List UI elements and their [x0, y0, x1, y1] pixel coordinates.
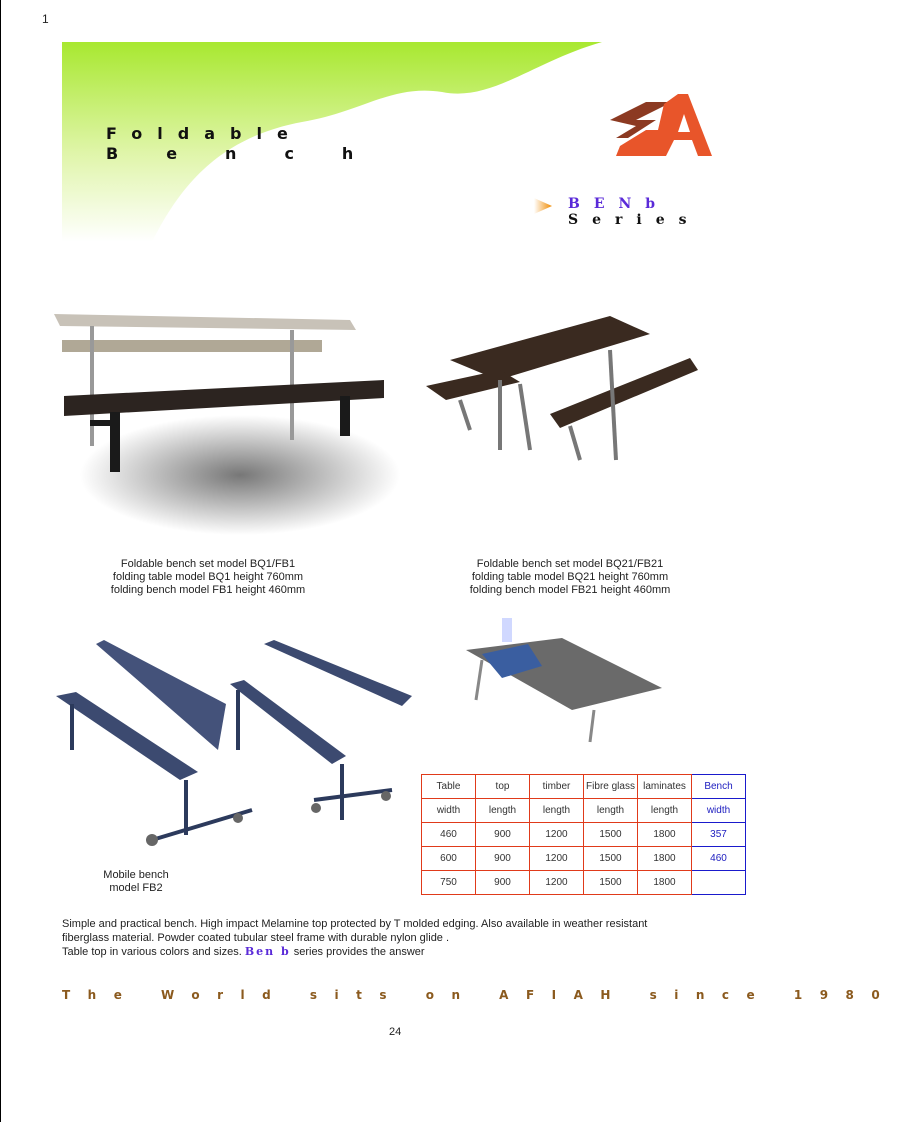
arrow-icon: [534, 198, 552, 214]
spec-subheader-row: [422, 799, 746, 823]
table-cell: 900: [476, 871, 530, 895]
description-line-1: Simple and practical bench. High impact Melamine top protected by T molded edging. Also available in weather resistant: [62, 918, 648, 930]
subheader-cell: length: [638, 799, 692, 823]
bench-with-towel-photo: [462, 614, 672, 754]
table-row: [422, 823, 746, 847]
table-cell: 1500: [584, 847, 638, 871]
caption-mobile: [86, 869, 186, 895]
title-line-1: Foldable: [106, 124, 303, 143]
page-title: [106, 124, 401, 164]
description-line-3-start: Table top in various colors and sizes.: [62, 946, 242, 958]
table-cell-bench: [692, 871, 746, 895]
table-cell: 1800: [638, 847, 692, 871]
header-cell-bench: Bench: [692, 775, 746, 799]
corner-number: 1: [42, 12, 49, 26]
description-line-2: fiberglass material. Powder coated tubular steel frame with durable nylon glide .: [62, 932, 450, 944]
series-word: Series: [568, 212, 701, 228]
spec-table: [421, 774, 746, 895]
company-tagline: The World sits on AFIAH since 1980: [62, 988, 897, 1002]
page-left-rule: [0, 0, 1, 1122]
subheader-cell: length: [476, 799, 530, 823]
subheader-cell: length: [584, 799, 638, 823]
table-cell: 1800: [638, 823, 692, 847]
caption-line: Foldable bench set model BQ1/FB1: [120, 558, 296, 570]
caption-line: folding bench model FB1 height 460mm: [110, 584, 306, 596]
spec-header-row: [422, 775, 746, 799]
afiah-logo: [606, 90, 720, 160]
table-cell-bench: 460: [692, 847, 746, 871]
table-cell: 1200: [530, 871, 584, 895]
caption-line: model FB2: [109, 882, 163, 894]
table-cell: 600: [422, 847, 476, 871]
caption-set-bq21: [440, 558, 700, 597]
series-name: BENb: [568, 196, 670, 212]
table-cell: 900: [476, 823, 530, 847]
bench-set-bq1-photo: [50, 300, 380, 535]
table-cell: 1200: [530, 847, 584, 871]
mobile-bench-photo: [52, 640, 416, 855]
table-cell: 1500: [584, 823, 638, 847]
table-cell: 900: [476, 847, 530, 871]
subheader-cell: width: [422, 799, 476, 823]
header-cell: top: [476, 775, 530, 799]
table-cell: 1800: [638, 871, 692, 895]
table-cell: 750: [422, 871, 476, 895]
subheader-cell: length: [530, 799, 584, 823]
table-cell: 460: [422, 823, 476, 847]
caption-line: Mobile bench: [103, 869, 169, 881]
header-cell: timber: [530, 775, 584, 799]
caption-line: Foldable bench set model BQ21/FB21: [476, 558, 664, 570]
caption-line: folding bench model FB21 height 460mm: [469, 584, 671, 596]
header-cell: Table: [422, 775, 476, 799]
bench-set-bq21-photo: [420, 310, 710, 475]
table-cell: 1500: [584, 871, 638, 895]
table-row: [422, 847, 746, 871]
subheader-cell-bench: width: [692, 799, 746, 823]
product-description: [62, 917, 742, 959]
title-line-2: Bench: [106, 144, 402, 163]
caption-line: folding table model BQ1 height 760mm: [112, 571, 304, 583]
table-cell: 1200: [530, 823, 584, 847]
description-line-3-end: series provides the answer: [293, 946, 425, 958]
caption-line: folding table model BQ21 height 760mm: [471, 571, 669, 583]
table-cell-bench: 357: [692, 823, 746, 847]
header-cell: laminates: [638, 775, 692, 799]
description-line-3: [62, 945, 742, 959]
page-number: 24: [389, 1026, 402, 1038]
caption-set-bq1: [80, 558, 336, 597]
header-cell: Fibre glass: [584, 775, 638, 799]
table-row: [422, 871, 746, 895]
brand-name: Ben b: [244, 945, 291, 958]
